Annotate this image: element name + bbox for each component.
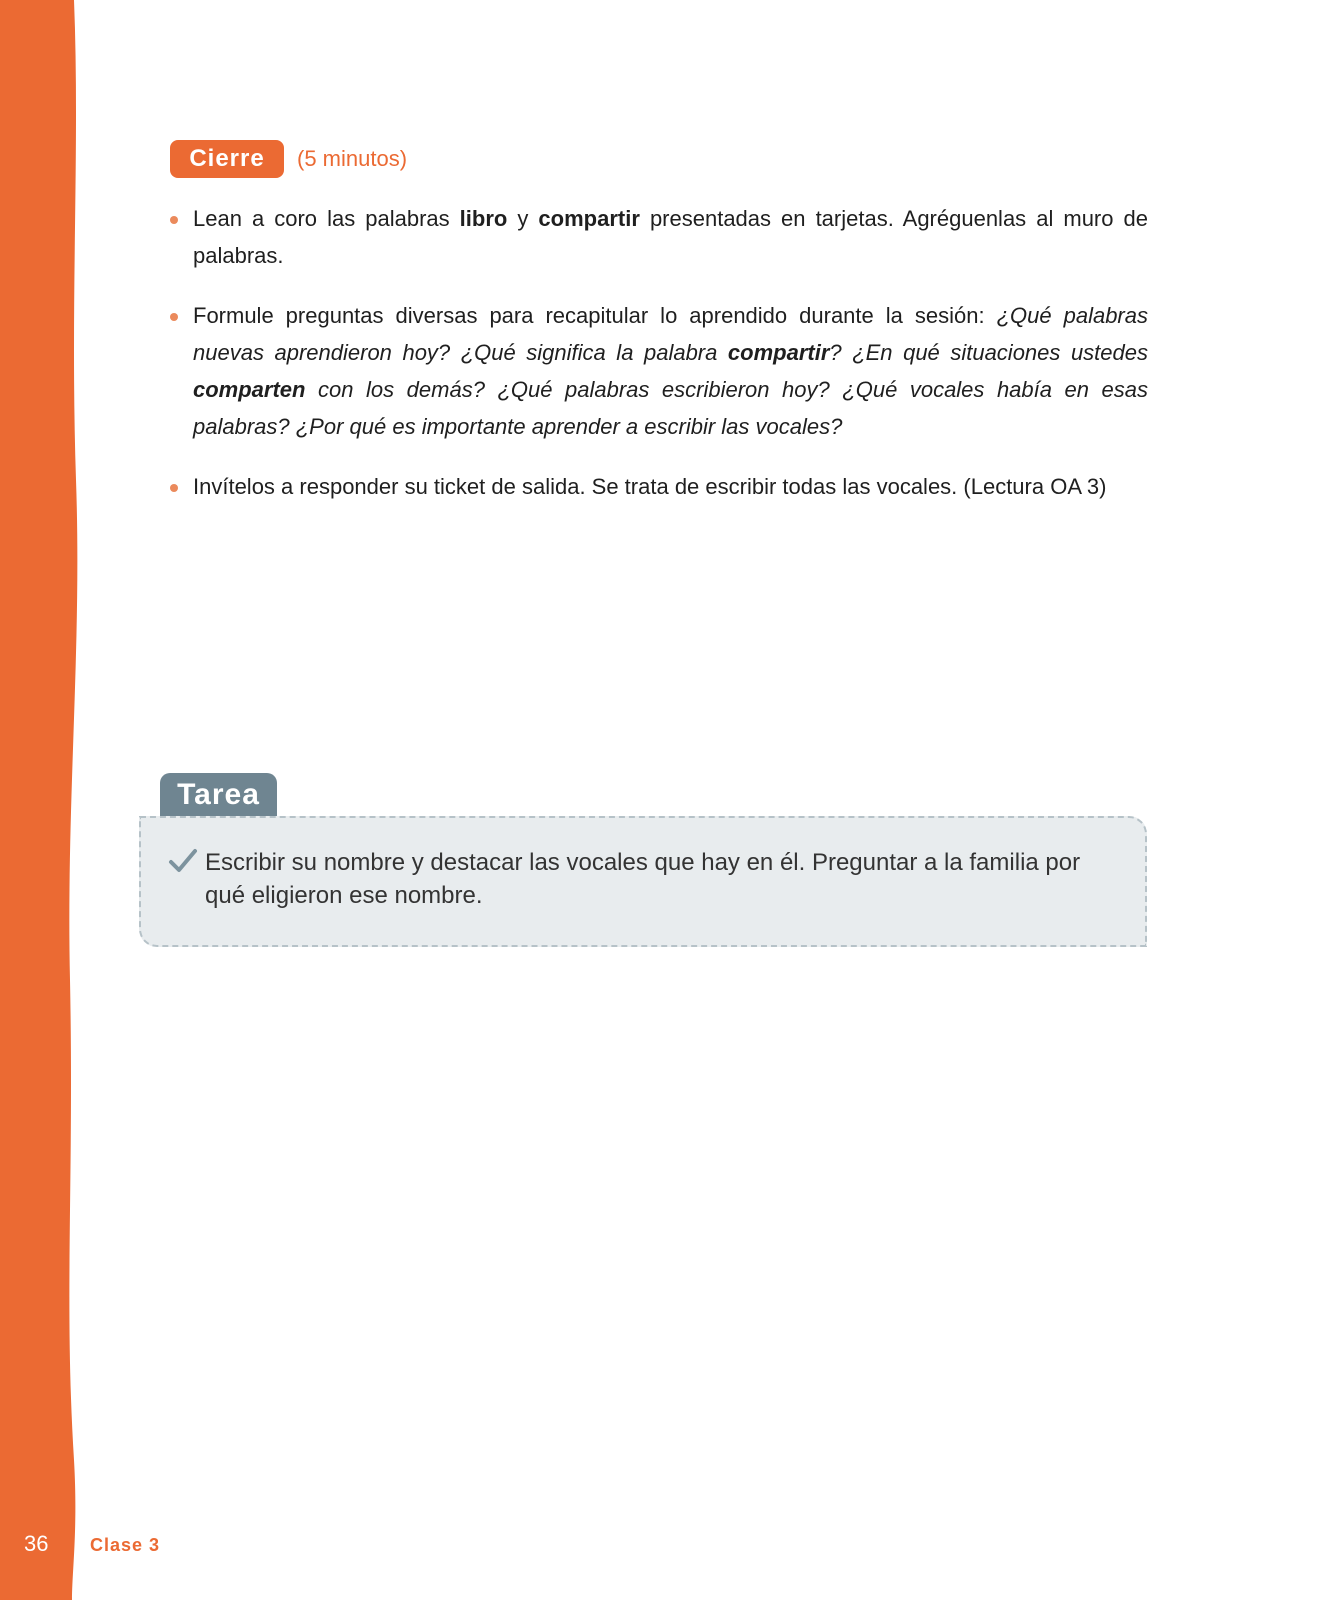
list-item: Invítelos a responder su ticket de salida. Se trata de escribir todas las vocales. (Lectura OA 3) — [170, 468, 1148, 505]
page-number: 36 — [24, 1531, 49, 1556]
cierre-badge: Cierre — [170, 140, 284, 178]
list-item: Lean a coro las palabras libro y compartir presentadas en tarjetas. Agréguenlas al muro de palabras. — [170, 200, 1148, 274]
tarea-box — [139, 816, 1147, 947]
footer-label: Clase 3 — [90, 1535, 161, 1555]
list-item: Formule preguntas diversas para recapitular lo aprendido durante la sesión: ¿Qué palabras nuevas aprendieron hoy? ¿Qué significa la palabra compartir? ¿En qué situaciones ustedes comparten con los demás? ¿Qué palabras escribieron hoy? ¿Qué vocales había en esas palabras? ¿Por qué es importante aprender a escribir las vocales? — [170, 297, 1148, 445]
activity-list — [170, 200, 1148, 528]
tarea-tab: Tarea — [160, 773, 277, 816]
side-band — [0, 0, 90, 1600]
section-header — [170, 140, 407, 178]
tarea-text: Escribir su nombre y destacar las vocales que hay en él. Preguntar a la familia por qué eligieron ese nombre. — [205, 849, 1081, 909]
duration-label: (5 minutos) — [297, 146, 408, 171]
checkmark-icon — [168, 846, 198, 876]
